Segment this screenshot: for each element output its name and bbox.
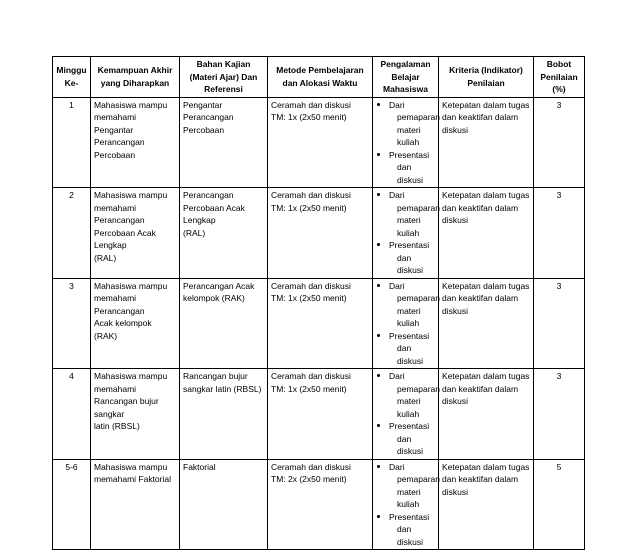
cell-kriteria-line: diskusi [442,215,468,225]
cell-kriteria [439,369,534,460]
cell-kemampuan [91,188,180,279]
bullet-item [376,370,441,420]
cell-bahan [180,459,268,550]
cell-bahan [180,278,268,369]
cell-kemampuan-line: Perancangan [94,305,145,316]
cell-minggu: 2 [53,188,91,279]
cell-kriteria-line: Ketepatan dalam tugas [442,190,530,200]
cell-bahan-line: Faktorial [183,461,216,472]
bullet-line: Dari [389,190,405,200]
cell-kemampuan-line: Mahasiswa mampu [94,190,168,200]
bullet-line: Presentasi [389,240,430,250]
cell-kriteria-line: dan keaktifan dalam [442,474,519,484]
bullet-dot-icon [377,103,380,106]
header-bahan-line: Referensi [204,84,243,94]
cell-metode-line: TM: 1x (2x50 menit) [271,383,347,394]
cell-minggu: 4 [53,369,91,460]
cell-kemampuan-line: Percobaan Acak [94,227,156,238]
cell-metode-line: Ceramah dan diskusi [271,371,351,381]
header-kriteria [439,57,534,98]
bullet-line: materi kuliah [397,305,421,328]
cell-kriteria-line: Ketepatan dalam tugas [442,280,530,291]
bullet-line: Dari [389,99,405,110]
bullet-list [376,370,441,458]
bullet-dot-icon [377,243,380,246]
cell-pengalaman [373,97,439,188]
bullet-item [376,99,441,149]
cell-bahan [180,188,268,279]
bullet-list [376,99,441,187]
header-bahan [180,57,268,98]
cell-metode-line: TM: 1x (2x50 menit) [271,293,347,303]
bullet-dot-icon [377,284,380,287]
table-body [53,97,585,550]
bullet-dot-icon [377,153,380,156]
header-bahan-line: (Materi Ajar) Dan [189,71,258,82]
cell-kemampuan-line: memahami [94,383,137,394]
cell-metode-line: TM: 1x (2x50 menit) [271,202,347,213]
bullet-line: materi kuliah [397,486,421,509]
header-minggu-line: Minggu [56,65,87,76]
cell-pengalaman [373,278,439,369]
cell-metode-line: Ceramah dan diskusi [271,99,351,110]
cell-kriteria-line: diskusi [442,396,468,406]
header-bobot [534,57,585,98]
cell-bahan-line: Percobaan Acak [183,202,245,213]
bullet-line: Dari [389,280,405,291]
bullet-dot-icon [377,465,380,468]
cell-kemampuan-line: Percobaan [94,149,136,160]
cell-pengalaman [373,188,439,279]
header-kemampuan-line: Kemampuan Akhir [97,65,173,76]
cell-metode [268,459,373,550]
header-minggu [53,57,91,98]
cell-kriteria-line: dan keaktifan dalam [442,202,519,213]
cell-kemampuan-line: latin (RBSL) [94,421,140,431]
bullet-item [376,511,435,549]
cell-kemampuan-line: Mahasiswa mampu [94,371,168,381]
bullet-dot-icon [377,193,380,196]
cell-metode [268,97,373,188]
cell-kemampuan-line: memahami Faktorial [94,474,171,484]
bullet-line: pemaparan [397,202,441,213]
cell-kemampuan-line: sangkar [94,408,125,419]
cell-kriteria [439,97,534,188]
cell-kemampuan-line: (RAL) [94,252,117,263]
bullet-line: pemaparan [397,474,441,484]
bullet-dot-icon [377,424,380,427]
cell-bahan-line: Perancangan [183,190,234,200]
cell-metode-line: Ceramah dan diskusi [271,190,351,200]
cell-kemampuan-line: Perancangan [94,215,145,225]
cell-bahan-line: Perancangan Acak [183,280,255,291]
lesson-plan-table [52,56,585,550]
cell-kemampuan [91,369,180,460]
cell-metode-line: TM: 2x (2x50 menit) [271,474,347,484]
cell-kriteria [439,188,534,279]
cell-kriteria-line: Ketepatan dalam tugas [442,99,530,110]
cell-kemampuan-line: Rancangan bujur [94,396,159,406]
bullet-item [376,420,435,458]
cell-bahan-line: kelompok (RAK) [183,293,245,303]
cell-minggu: 1 [53,97,91,188]
table-row [53,278,585,369]
bullet-line: Dari [389,371,405,381]
header-metode [268,57,373,98]
cell-bobot: 3 [534,278,585,369]
bullet-item [376,239,435,277]
cell-kriteria [439,459,534,550]
bullet-item [376,280,441,330]
bullet-list [376,280,441,368]
cell-bahan-line: Pengantar [183,99,223,110]
cell-kemampuan [91,459,180,550]
bullet-line: Presentasi [389,421,430,431]
cell-kemampuan-line: Acak kelompok [94,318,152,328]
bullet-line: Presentasi [389,511,430,522]
cell-minggu: 3 [53,278,91,369]
header-pengalaman-line: Pengalaman [380,59,431,69]
cell-pengalaman [373,459,439,550]
bullet-line: pemaparan [397,383,441,394]
cell-kriteria-line: dan keaktifan dalam [442,383,519,394]
bullet-line: materi kuliah [397,396,421,419]
table-row [53,459,585,550]
cell-bobot: 3 [534,369,585,460]
cell-metode [268,278,373,369]
cell-kemampuan [91,97,180,188]
bullet-line: materi kuliah [397,215,421,238]
bullet-list [376,189,441,277]
cell-bahan [180,369,268,460]
cell-kemampuan-line: memahami [94,293,137,303]
cell-kemampuan-line: memahami [94,112,137,122]
header-bahan-line: Bahan Kajian [196,59,251,69]
header-pengalaman-line: Mahasiswa [383,84,428,94]
table-row [53,188,585,279]
cell-kemampuan-line: Pengantar [94,124,134,135]
bullet-item [376,189,441,239]
header-bobot-line: Penilaian [540,71,578,82]
header-bobot-line: Bobot [546,59,572,69]
cell-bahan-line: Percobaan [183,124,225,135]
header-kemampuan [91,57,180,98]
bullet-item [376,461,441,511]
bullet-line: Presentasi [389,330,430,341]
bullet-line: pemaparan [397,293,441,303]
cell-metode-line: TM: 1x (2x50 menit) [271,112,347,122]
bullet-dot-icon [377,515,380,518]
cell-kemampuan-line: (RAK) [94,330,118,341]
header-kriteria-line: Penilaian [467,77,505,88]
bullet-item [376,330,435,368]
bullet-line: dan diskusi [397,524,423,547]
cell-kemampuan-line: Mahasiswa mampu [94,280,168,291]
header-metode-line: Metode Pembelajaran [276,65,364,76]
header-pengalaman-line: Belajar [391,71,420,82]
bullet-line: Dari [389,461,405,472]
cell-bobot: 5 [534,459,585,550]
cell-metode [268,188,373,279]
cell-metode [268,369,373,460]
cell-kemampuan [91,278,180,369]
cell-minggu: 5-6 [53,459,91,550]
cell-kriteria-line: diskusi [442,305,468,316]
header-kriteria-line: Kriteria (Indikator) [449,65,523,76]
cell-kriteria [439,278,534,369]
bullet-line: dan diskusi [397,162,423,185]
cell-pengalaman [373,369,439,460]
bullet-item [376,149,435,187]
cell-bobot: 3 [534,188,585,279]
bullet-dot-icon [377,334,380,337]
bullet-line: pemaparan [397,112,441,122]
cell-bahan-line: Lengkap [183,215,216,225]
cell-kriteria-line: dan keaktifan dalam [442,293,519,303]
header-metode-line: dan Alokasi Waktu [282,77,358,88]
cell-kemampuan-line: Mahasiswa mampu [94,99,168,110]
cell-bahan-line: Rancangan bujur [183,371,248,381]
header-kemampuan-line: yang Diharapkan [100,77,170,88]
header-row [53,57,585,98]
table-row [53,369,585,460]
bullet-line: materi kuliah [397,124,421,147]
cell-bahan-line: (RAL) [183,227,206,238]
header-bobot-line: (%) [552,84,566,94]
bullet-line: dan diskusi [397,252,423,275]
cell-kriteria-line: diskusi [442,486,468,497]
cell-metode-line: Ceramah dan diskusi [271,280,351,291]
cell-metode-line: Ceramah dan diskusi [271,461,351,472]
cell-bobot: 3 [534,97,585,188]
table-row [53,97,585,188]
cell-kemampuan-line: Perancangan [94,137,145,147]
cell-kemampuan-line: memahami [94,202,137,213]
cell-kriteria-line: diskusi [442,124,468,135]
cell-bahan-line: Perancangan [183,112,234,122]
header-pengalaman [373,57,439,98]
cell-kriteria-line: Ketepatan dalam tugas [442,461,530,472]
bullet-list [376,461,441,549]
cell-kriteria-line: Ketepatan dalam tugas [442,371,530,381]
cell-bahan [180,97,268,188]
bullet-line: Presentasi [389,149,430,160]
cell-kriteria-line: dan keaktifan dalam [442,112,519,122]
bullet-line: dan diskusi [397,433,423,456]
header-minggu-line: Ke- [64,77,79,88]
bullet-line: dan diskusi [397,343,423,366]
bullet-dot-icon [377,374,380,377]
cell-bahan-line: sangkar latin (RBSL) [183,383,262,394]
cell-kemampuan-line: Lengkap [94,240,127,250]
cell-kemampuan-line: Mahasiswa mampu [94,461,168,472]
